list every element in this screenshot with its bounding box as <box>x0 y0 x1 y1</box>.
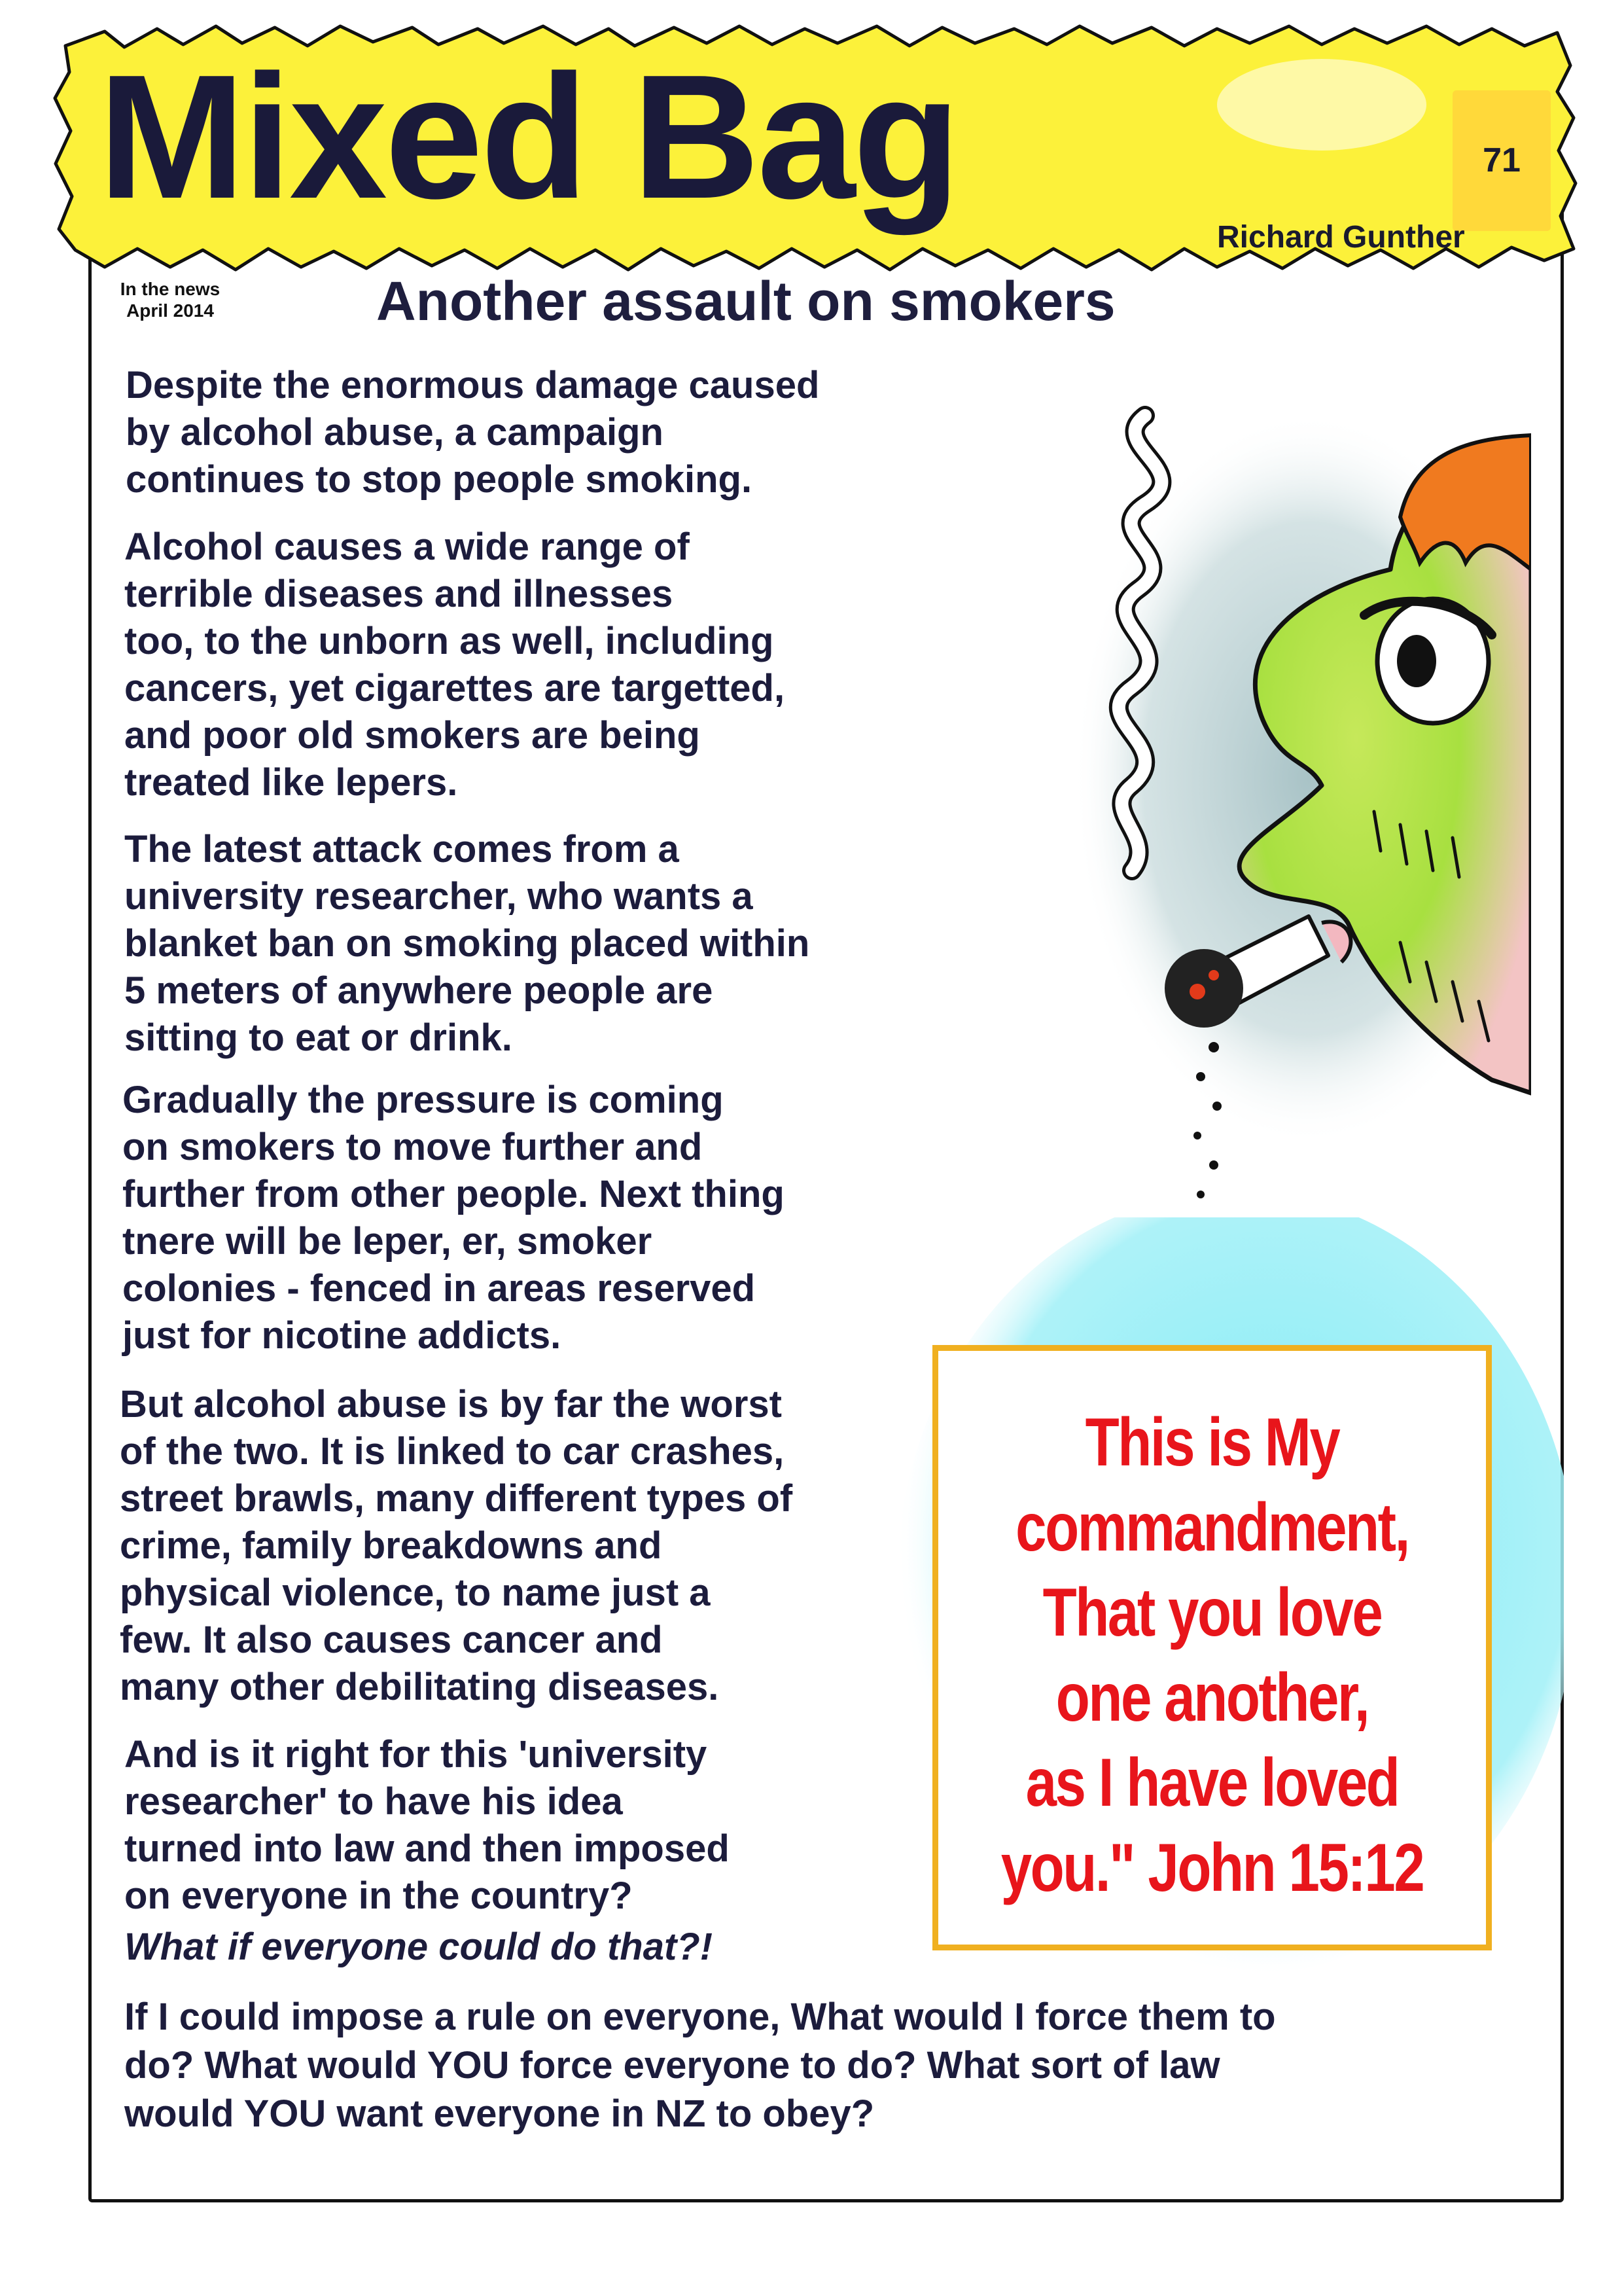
text-line: terrible diseases and illnesses <box>124 573 673 615</box>
author-name: Richard Gunther <box>1217 220 1465 255</box>
text-line: would YOU want everyone in NZ to obey? <box>124 2092 875 2135</box>
text-line: But alcohol abuse is by far the worst <box>120 1383 782 1426</box>
text-line: by alcohol abuse, a campaign <box>126 411 663 454</box>
text-line: physical violence, to name just a <box>120 1571 711 1614</box>
text-line: on everyone in the country? <box>124 1874 633 1917</box>
section-label-line-2: April 2014 <box>126 300 214 321</box>
verse-line: commandment, <box>1015 1490 1409 1566</box>
text-line: 5 meters of anywhere people are <box>124 969 713 1012</box>
paragraph-6 <box>124 1731 730 1971</box>
text-line: few. It also causes cancer and <box>120 1619 663 1661</box>
paragraph-5 <box>120 1381 792 1711</box>
text-line: If I could impose a rule on everyone, What would I force them to <box>124 1996 1276 2038</box>
text-line: further from other people. Next thing <box>122 1173 785 1215</box>
text-line: The latest attack comes from a <box>124 828 679 870</box>
section-label-line-1: In the news <box>120 279 221 299</box>
text-line: researcher' to have his idea <box>124 1780 623 1823</box>
text-line: colonies - fenced in areas reserved <box>122 1267 756 1310</box>
text-line: on smokers to move further and <box>122 1126 703 1168</box>
text-line: university researcher, who wants a <box>124 875 753 918</box>
text-line: crime, family breakdowns and <box>120 1524 662 1567</box>
text-line: blanket ban on smoking placed within <box>124 922 810 965</box>
section-label <box>108 278 232 321</box>
text-line: too, to the unborn as well, including <box>124 620 774 662</box>
bible-verse-box <box>932 1345 1492 1950</box>
paragraph-3 <box>124 826 809 1062</box>
verse-line: as I have loved <box>1025 1745 1399 1821</box>
text-line: treated like lepers. <box>124 761 458 804</box>
paragraph-1 <box>126 362 819 503</box>
paragraph-2 <box>124 524 785 806</box>
closing-question <box>124 1993 1276 2138</box>
text-line: just for nicotine addicts. <box>122 1314 561 1357</box>
text-line: sitting to eat or drink. <box>124 1016 512 1059</box>
masthead-title: Mixed Bag <box>98 39 959 236</box>
text-line: Alcohol causes a wide range of <box>124 526 690 568</box>
paragraph-4 <box>122 1077 785 1359</box>
smoker-face-illustration <box>1034 353 1531 1286</box>
verse-line: That you love <box>1042 1575 1382 1651</box>
text-line: continues to stop people smoking. <box>126 458 752 501</box>
italic-line: What if everyone could do that?! <box>124 1926 713 1968</box>
text-line: do? What would YOU force everyone to do? What sort of law <box>124 2044 1220 2087</box>
text-line: And is it right for this 'university <box>124 1733 707 1776</box>
issue-number-badge: 71 <box>1453 90 1551 231</box>
text-line: turned into law and then imposed <box>124 1827 730 1870</box>
verse-line: you." John 15:12 <box>1000 1830 1424 1906</box>
text-line: Gradually the pressure is coming <box>122 1079 724 1121</box>
text-line: street brawls, many different types of <box>120 1477 793 1520</box>
article-headline: Another assault on smokers <box>376 270 1116 332</box>
bible-verse-text <box>938 1400 1486 1910</box>
text-line: of the two. It is linked to car crashes, <box>120 1430 785 1473</box>
text-line: tnere will be leper, er, smoker <box>122 1220 652 1263</box>
masthead-banner <box>46 20 1583 281</box>
verse-line: This is My <box>1085 1405 1339 1480</box>
verse-line: one another, <box>1055 1660 1369 1736</box>
text-line: and poor old smokers are being <box>124 714 700 757</box>
text-line: many other debilitating diseases. <box>120 1666 719 1708</box>
text-line: cancers, yet cigarettes are targetted, <box>124 667 785 709</box>
text-line: Despite the enormous damage caused <box>126 364 820 406</box>
